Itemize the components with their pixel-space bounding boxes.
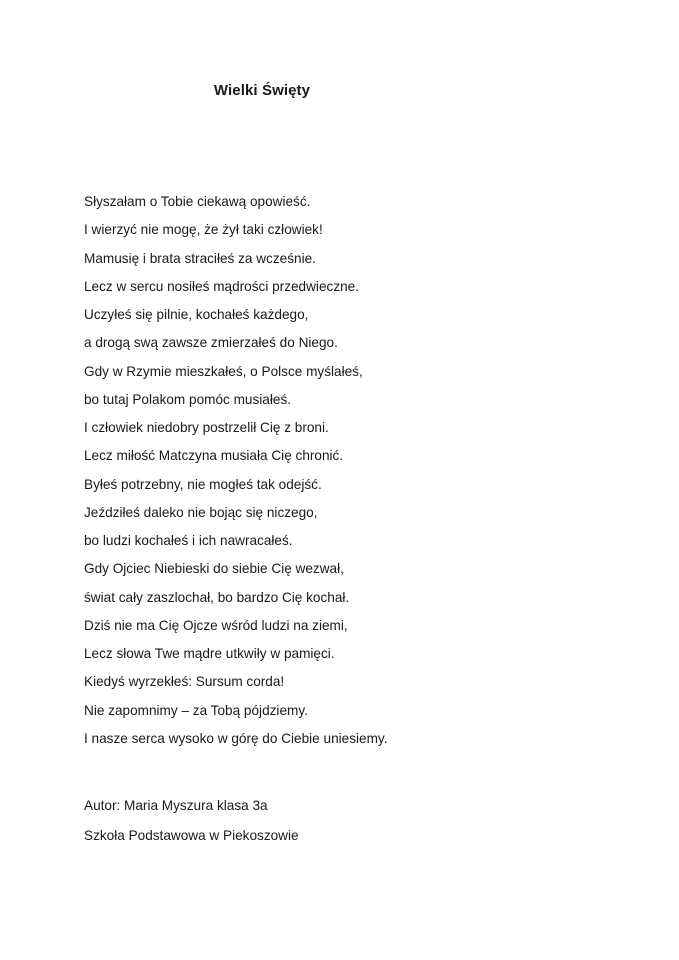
author-line: Autor: Maria Myszura klasa 3a [84, 798, 268, 813]
author-block [84, 796, 299, 856]
poem-line: I nasze serca wysoko w górę do Ciebie uniesiemy. [84, 730, 388, 746]
school-line: Szkoła Podstawowa w Piekoszowie [84, 828, 299, 843]
poem-line: Lecz słowa Twe mądre utkwiły w pamięci. [84, 646, 335, 661]
poem-line: Dziś nie ma Cię Ojcze wśród ludzi na ziemi, [84, 617, 348, 633]
poem-title: Wielki Święty [213, 82, 311, 99]
poem-line: Lecz miłość Matczyna musiała Cię chronić. [84, 448, 344, 464]
poem-line: I człowiek niedobry postrzelił Cię z broni. [84, 420, 329, 435]
poem-line: Byłeś potrzebny, nie mogłeś tak odejść. [84, 476, 322, 492]
poem-line: Gdy Ojciec Niebieski do siebie Cię wezwał, [84, 561, 344, 577]
poem-line: Nie zapomnimy – za Tobą pójdziemy. [84, 702, 308, 718]
poem-line: Kiedyś wyrzekłeś: Sursum corda! [84, 674, 285, 690]
poem-line: bo ludzi kochałeś i ich nawracałeś. [84, 533, 293, 548]
poem-line: bo tutaj Polakom pomóc musiałeś. [84, 391, 292, 407]
poem-line: świat cały zaszlochał, bo bardzo Cię kochał. [84, 589, 350, 605]
poem-line: Mamusię i brata straciłeś za wcześnie. [84, 250, 316, 266]
poem-body [84, 192, 387, 757]
poem-line: Jeździłeś daleko nie bojąc się niczego, [84, 504, 318, 520]
poem-line: Lecz w sercu nosiłeś mądrości przedwieczne. [84, 278, 360, 294]
poem-line: a drogą swą zawsze zmierzałeś do Niego. [84, 335, 338, 351]
poem-line: I wierzyć nie mogę, że żył taki człowiek! [84, 222, 323, 238]
poem-line: Uczyłeś się pilnie, kochałeś każdego, [84, 307, 309, 322]
poem-line: Słyszałam o Tobie ciekawą opowieść. [84, 194, 311, 209]
poem-line: Gdy w Rzymie mieszkałeś, o Polsce myślałeś, [84, 363, 363, 379]
